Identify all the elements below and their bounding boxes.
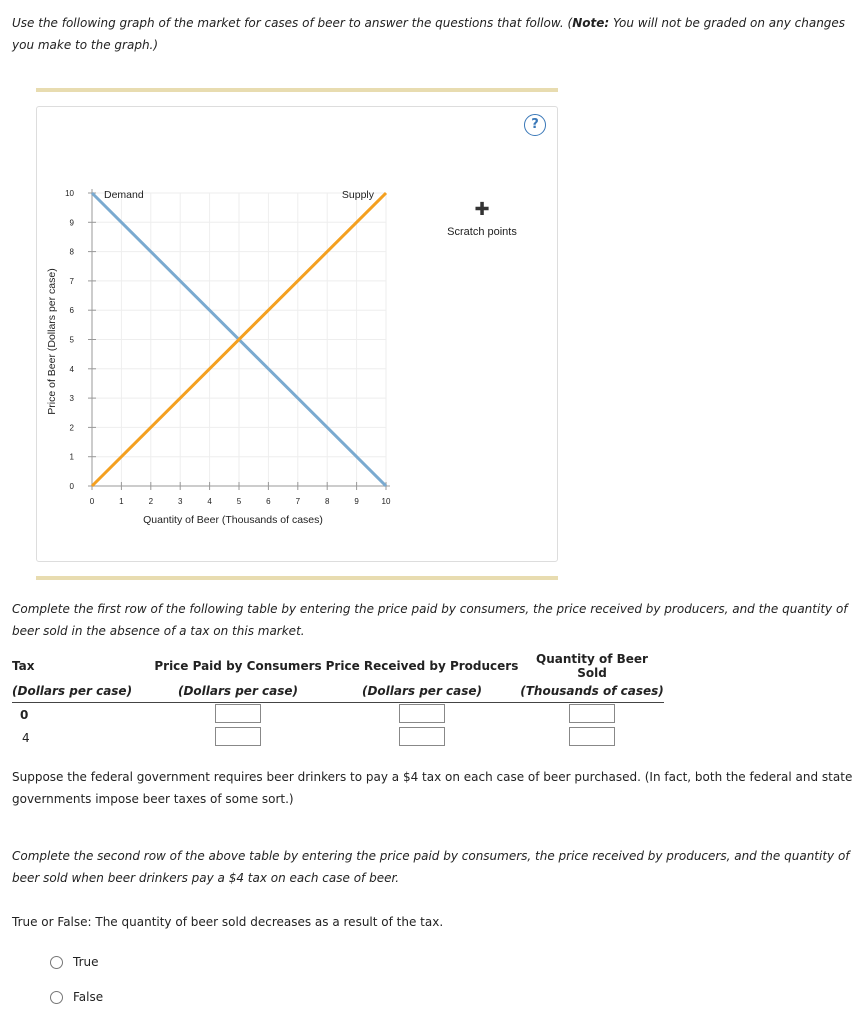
option-label: False	[73, 990, 104, 1004]
header-tax: Tax	[12, 659, 35, 673]
instructions	[12, 12, 852, 56]
crosshair-icon[interactable]: ✚	[474, 199, 490, 220]
x-tick-label: 1	[119, 497, 124, 506]
x-tick-label: 2	[148, 497, 154, 506]
option-true[interactable]	[50, 955, 99, 969]
y-tick-label: 0	[69, 482, 74, 491]
unit-quantity: (Thousands of cases)	[520, 684, 664, 698]
question-3: Complete the second row of the above table by entering the price paid by consumers, the price received by producers, and the quantity of beer sold when beer drinkers pay a $4 tax on each case of beer.	[12, 849, 850, 885]
y-axis-label: Price of Beer (Dollars per case)	[46, 268, 58, 415]
price-paid-input[interactable]	[215, 704, 261, 723]
x-tick-label: 8	[324, 497, 330, 506]
tax-table	[12, 652, 664, 749]
y-tick-label: 1	[69, 452, 74, 462]
header-quantity: Quantity of Beer Sold	[536, 652, 648, 680]
help-icon[interactable]: ?	[524, 114, 546, 136]
instructions-text: Use the following graph of the market for cases of beer to answer the questions that follow. (	[12, 16, 573, 30]
y-tick-label: 2	[69, 423, 74, 433]
scratch-points-label: Scratch points	[447, 226, 517, 238]
y-tick-label: 10	[65, 189, 74, 198]
tax-value: 0	[20, 707, 29, 722]
header-price-received: Price Received by Producers	[325, 659, 519, 673]
demand-label: Demand	[104, 189, 144, 201]
tax-value: 4	[22, 730, 30, 745]
supply-label: Supply	[341, 189, 374, 201]
unit-price-received: (Dollars per case)	[361, 684, 483, 698]
x-tick-label: 10	[381, 497, 391, 506]
price-received-input[interactable]	[399, 704, 445, 723]
x-tick-label: 9	[354, 497, 359, 506]
x-tick-label: 0	[89, 497, 95, 506]
y-tick-label: 9	[69, 218, 74, 228]
question-1: Complete the first row of the following table by entering the price paid by consumers, the price received by producers, and the quantity of beer sold in the absence of a tax on this market.	[12, 602, 848, 638]
x-tick-label: 4	[207, 497, 212, 506]
y-tick-label: 3	[69, 394, 74, 404]
quantity-input[interactable]	[569, 704, 615, 723]
option-label: True	[73, 955, 99, 969]
quantity-input[interactable]	[569, 727, 615, 746]
x-tick-label: 7	[295, 497, 301, 506]
price-received-input[interactable]	[399, 727, 445, 746]
y-tick-label: 5	[69, 335, 74, 345]
top-divider	[36, 88, 558, 92]
option-false[interactable]	[50, 990, 103, 1004]
price-paid-input[interactable]	[215, 727, 261, 746]
x-tick-label: 5	[236, 497, 242, 506]
x-tick-label: 3	[177, 497, 183, 506]
y-tick-label: 8	[69, 247, 74, 257]
scratch-points-tool[interactable]	[442, 200, 522, 238]
question-2: Suppose the federal government requires beer drinkers to pay a $4 tax on each case of beer purchased. (In fact, both the federal and state governments impose beer taxes of some sort.)	[12, 770, 853, 806]
header-price-paid: Price Paid by Consumers	[154, 659, 322, 673]
unit-price-paid: (Dollars per case)	[177, 684, 299, 698]
y-tick-label: 4	[69, 364, 74, 374]
y-tick-label: 7	[69, 276, 74, 286]
table-row	[12, 727, 664, 749]
table-row	[12, 703, 664, 727]
x-axis-label: Quantity of Beer (Thousands of cases)	[143, 514, 323, 526]
radio-button[interactable]	[50, 956, 63, 969]
bottom-divider	[36, 576, 558, 580]
note-label: Note:	[572, 16, 610, 30]
graph-panel	[36, 106, 558, 562]
instructions-text-end: You will not be graded on any changes you make to the graph.)	[12, 16, 846, 52]
question-4: True or False: The quantity of beer sold decreases as a result of the tax.	[12, 915, 444, 929]
y-tick-label: 6	[69, 306, 74, 316]
unit-tax: (Dollars per case)	[12, 684, 133, 698]
x-tick-label: 6	[266, 497, 271, 506]
radio-button[interactable]	[50, 991, 63, 1004]
